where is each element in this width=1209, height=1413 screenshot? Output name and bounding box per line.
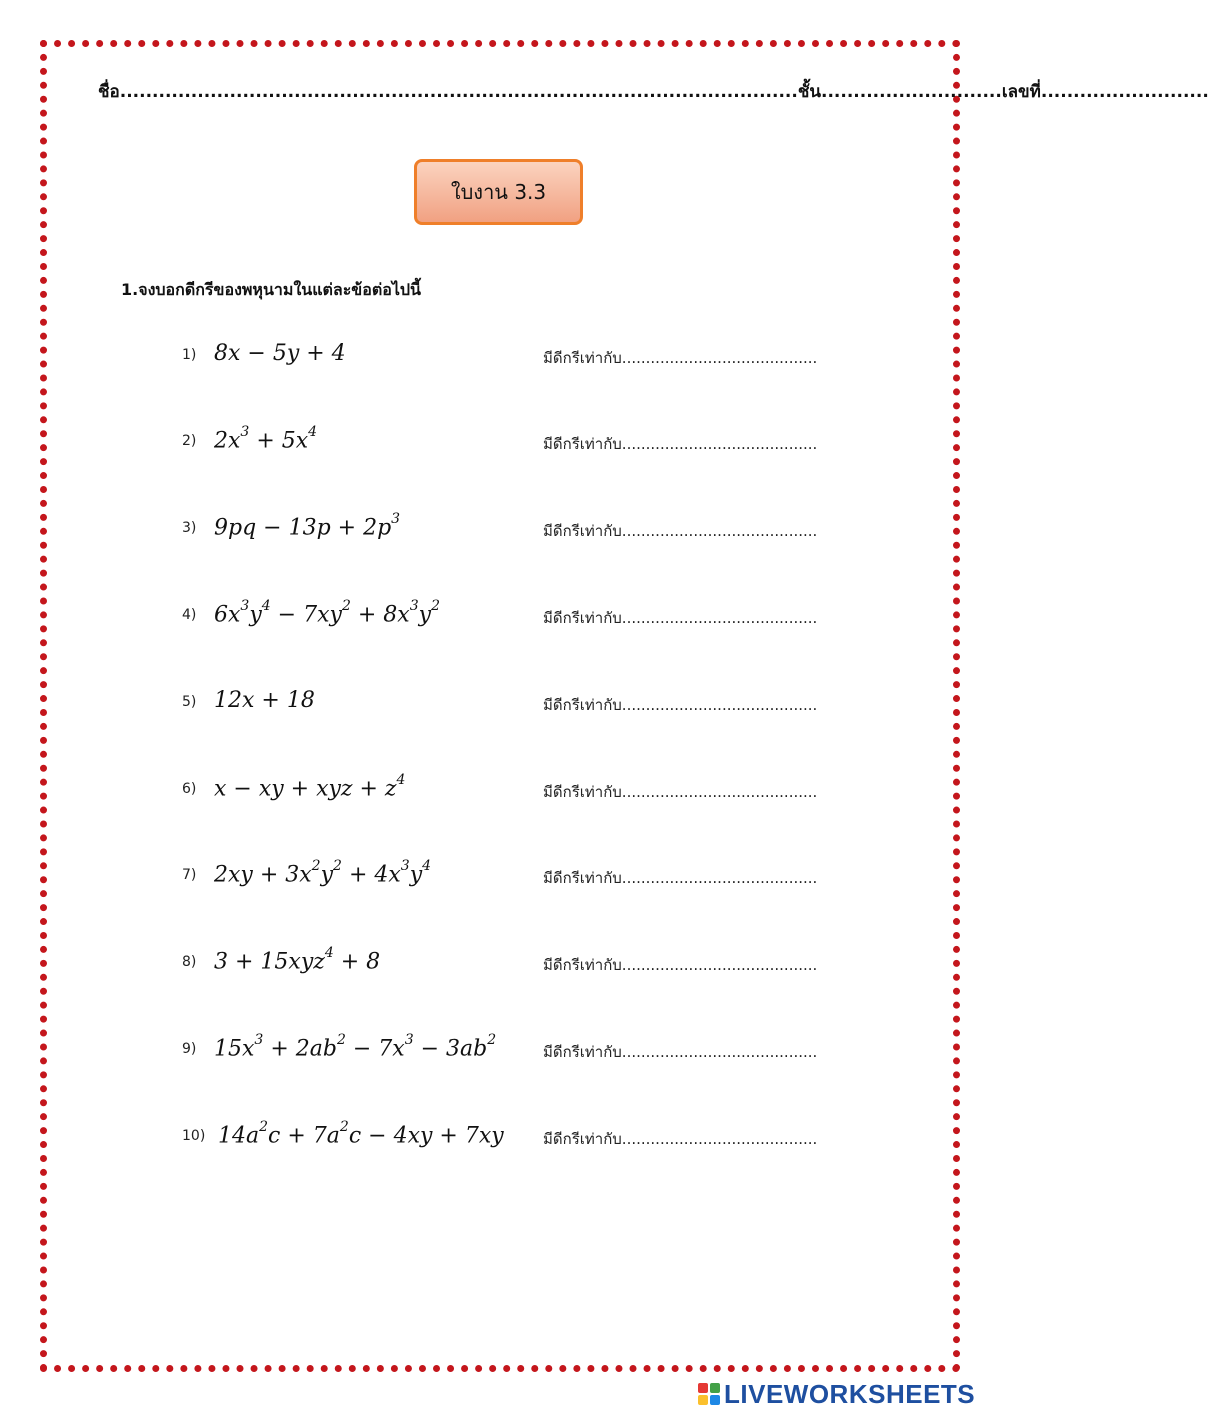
question-number: 8): [182, 954, 197, 970]
answer-field[interactable]: มีดีกรีเท่ากับ.........................................: [543, 783, 818, 801]
question-1: [182, 341, 822, 371]
question-10: [182, 1119, 822, 1152]
question-5: [182, 688, 822, 718]
answer-field[interactable]: มีดีกรีเท่ากับ.........................................: [543, 435, 818, 453]
polynomial-expression: $6x^3y^4 - 7xy^2 + 8x^3y^2$: [214, 598, 440, 628]
question-6: [182, 772, 822, 805]
liveworksheets-logo: [698, 1378, 975, 1410]
question-3: [182, 511, 822, 544]
question-9: [182, 1032, 822, 1065]
polynomial-expression: $15x^3 + 2ab^2 - 7x^3 - 3ab^2$: [214, 1032, 497, 1062]
question-number: 4): [182, 607, 197, 623]
answer-field[interactable]: มีดีกรีเท่ากับ.........................................: [543, 349, 818, 367]
answer-field[interactable]: มีดีกรีเท่ากับ.........................................: [543, 869, 818, 887]
question-number: 3): [182, 520, 197, 536]
question-number: 2): [182, 433, 197, 449]
worksheet-title-box: [414, 159, 583, 225]
polynomial-expression: 12x + 18: [214, 688, 315, 713]
polynomial-expression: $9pq - 13p + 2p^3$: [214, 511, 401, 541]
polynomial-expression: 3 + 15xyz$^4$ + 8: [214, 945, 381, 975]
logo-text: LIVEWORKSHEETS: [724, 1378, 976, 1409]
instruction-text: 1.จงบอกดีกรีของพหุนามในแต่ละข้อต่อไปนี้: [121, 280, 421, 299]
polynomial-expression: $2xy + 3x^2y^2 + 4x^3y^4$: [214, 858, 432, 888]
student-info-line: ชื่อ.........................................................................................................ชั้น............................เลขที่..........................: [98, 82, 1209, 102]
liveworksheets-logo-icon: [698, 1383, 720, 1405]
polynomial-expression: $2x^3 + 5x^4$: [214, 424, 318, 454]
answer-field[interactable]: มีดีกรีเท่ากับ.........................................: [543, 956, 818, 974]
question-number: 5): [182, 694, 197, 710]
worksheet-title: ใบงาน 3.3: [450, 180, 547, 204]
polynomial-expression: 8x − 5y + 4: [214, 341, 346, 366]
question-7: [182, 858, 822, 891]
question-4: [182, 598, 822, 631]
answer-field[interactable]: มีดีกรีเท่ากับ.........................................: [543, 1130, 818, 1148]
answer-field[interactable]: มีดีกรีเท่ากับ.........................................: [543, 1043, 818, 1061]
question-number: 7): [182, 867, 197, 883]
answer-field[interactable]: มีดีกรีเท่ากับ.........................................: [543, 696, 818, 714]
question-number: 1): [182, 347, 197, 363]
polynomial-expression: $14a^2c + 7a^2c - 4xy + 7xy$: [218, 1119, 504, 1149]
answer-field[interactable]: มีดีกรีเท่ากับ.........................................: [543, 609, 818, 627]
question-8: [182, 945, 822, 978]
question-number: 9): [182, 1041, 197, 1057]
question-number: 10): [182, 1128, 206, 1144]
answer-field[interactable]: มีดีกรีเท่ากับ.........................................: [543, 522, 818, 540]
question-number: 6): [182, 781, 197, 797]
question-2: [182, 424, 822, 457]
polynomial-expression: x − xy + xyz + $z^4$: [214, 772, 406, 802]
